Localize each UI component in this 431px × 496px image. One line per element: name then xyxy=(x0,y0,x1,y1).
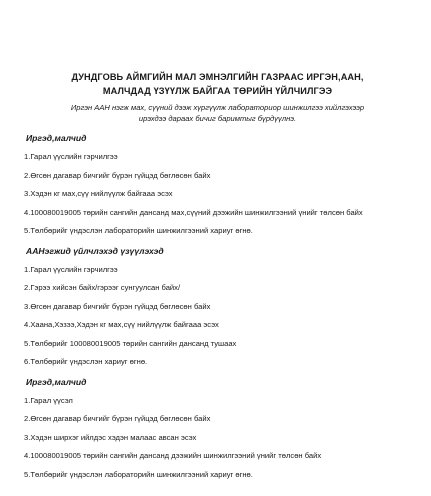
list-item: 4.Хаана,Хэзээ,Хэдэн кг мах,сүү нийлүүлж байгааа эсэх xyxy=(24,320,219,329)
list-item: 6.Төлбөрийг үндэслэн хариуг өгнө. xyxy=(24,357,148,366)
list-item: 2.Өгсөн дагавар бичгийг бүрэн гүйцэд бөглөсөн байх xyxy=(24,170,211,180)
section-heading: ААНэгжид үйлчлэхэд үзүүлэхэд xyxy=(26,245,164,256)
section-individuals-herders-serum xyxy=(24,376,411,481)
section-individuals-herders xyxy=(24,132,411,237)
section-enterprises xyxy=(24,245,411,368)
list-item: 1.Гарал үүслийн гэрчилгээ xyxy=(24,152,118,161)
document-title: ДУНДГОВЬ АЙМГИЙН МАЛ ЭМНЭЛГИЙН ГАЗРААС ИРГЭН,ААН, МАЛЧДАД ҮЗҮҮЛЖ БАЙГАА ТӨРИЙН ҮЙЛЧИЛГЭЭ xyxy=(71,72,364,96)
list-item: 2.Өгсөн дагавар бичгийг бүрэн гүйцэд бөглөсөн байх xyxy=(24,414,211,423)
list-item: 4.100080019005 төрийн сангийн дансанд дээжийн шинжилгээний үнийг төлсөн байх xyxy=(24,451,322,460)
list-item: 5.Төлбөрийг үндэслэн лабораторийн шинжилгээний хариуг өгнө. xyxy=(24,469,253,479)
list-item: 3.Хэдэн ширхэг ийлдэс хэдэн малаас авсан эсэх xyxy=(24,432,197,442)
list-item: 4.100080019005 төрийн сангийн дансанд мах,сүүний дээжийн шинжилгээний үнийг төлсөн байх xyxy=(24,207,363,217)
list-item: 5.Төлбөрийг 100080019005 төрийн сангийн дансанд тушаах xyxy=(24,338,237,348)
list-item: 1.Гарал үүсэл xyxy=(24,395,73,405)
list-item: 3.Хэдэн кг мах,сүү нийлүүлж байгааа эсэх xyxy=(24,189,173,198)
list-item: 5.Төлбөрийг үндэслэн лабораторийн шинжилгээний хариуг өгнө. xyxy=(24,226,253,235)
section-heading: Иргэд,малчид xyxy=(26,376,87,387)
section-heading: Иргэд,малчид xyxy=(26,133,87,143)
list-item: 1.Гарал үүслийн гэрчилгээ xyxy=(24,264,118,274)
list-item: 2.Гэрээ хийсэн байх/гэрээг сунгуулсан байх/ xyxy=(24,283,181,292)
list-item: 3.Өгсөн дагавар бичгийг бүрэн гүйцэд бөглөсөн байх xyxy=(24,301,211,311)
document-subtitle: Иргэн ААН нэгж мах, сүүний дээж хүргүүлж лабораториор шинжилгээ хийлгэхээр ирэхдээ дараах бичиг баримтыг бүрдүүлнэ. xyxy=(70,103,365,123)
